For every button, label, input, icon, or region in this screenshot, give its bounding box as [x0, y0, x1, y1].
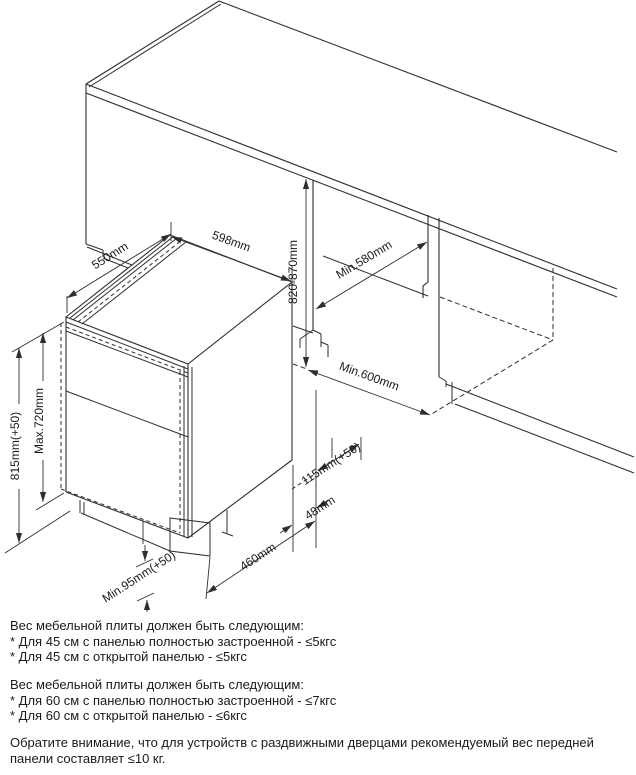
note-block-45cm — [10, 618, 630, 665]
dim-floor-clearance — [308, 359, 430, 415]
dim-label-niche-height: 820-870mm — [286, 239, 300, 305]
dim-rear-offset — [292, 439, 363, 489]
dim-label-base-depth: 460mm — [237, 539, 279, 574]
note-60-item-open: * Для 60 см с открытой панелью - ≤6кгс — [10, 708, 247, 724]
niche-right-partition — [423, 215, 634, 473]
note-45-item-closed: * Для 45 см с панелью полностью застроенной - ≤5кгс — [10, 633, 337, 649]
dishwasher-base — [80, 500, 233, 556]
note-45-title: Вес мебельной плиты должен быть следующим: — [10, 618, 304, 633]
dim-label-top-width: 598mm — [210, 227, 253, 255]
dim-label-rear-offset: 115mm(+50) — [298, 439, 363, 488]
dim-label-rear-gap: 48mm — [302, 492, 338, 523]
dim-top-width — [172, 228, 292, 286]
dim-panel-height — [32, 333, 64, 510]
dim-label-overall-height: 815mm(+50) — [8, 411, 22, 481]
dim-label-floor-clearance: Min.600mm — [337, 358, 402, 394]
cabinet-left-panel — [86, 84, 313, 333]
note-45-item-open: * Для 45 см с открытой панелью - ≤5кгс — [10, 649, 247, 665]
dishwasher-front-door — [61, 317, 192, 538]
niche-left-wall — [300, 180, 428, 357]
dim-rear-gap — [280, 493, 338, 533]
dim-label-panel-height: Max.720mm — [32, 387, 46, 455]
dim-plinth-height — [100, 521, 178, 612]
note-60-title: Вес мебельной плиты должен быть следующим: — [10, 677, 304, 692]
dim-label-niche-depth: Min.580mm — [333, 237, 395, 282]
note-sliding-doors-text: Обратите внимание, что для устройств с раздвижными дверцами рекомендуемый вес передней панели составляет ≤10 кг. — [10, 735, 594, 766]
note-60-item-closed: * Для 60 см с панелью полностью застроенной - ≤7кгс — [10, 692, 337, 708]
dim-top-depth — [67, 222, 171, 313]
dim-label-plinth-height: Min.95mm(+50) — [99, 547, 179, 606]
dim-label-top-depth: 550mm — [89, 239, 131, 273]
dim-niche-height — [286, 179, 306, 367]
dim-niche-depth — [316, 237, 427, 309]
note-block-sliding-doors — [10, 735, 630, 766]
dim-base-depth — [206, 521, 315, 599]
counter-worktop — [86, 1, 617, 297]
note-block-60cm — [10, 677, 630, 724]
dishwasher-side-face — [188, 282, 292, 538]
